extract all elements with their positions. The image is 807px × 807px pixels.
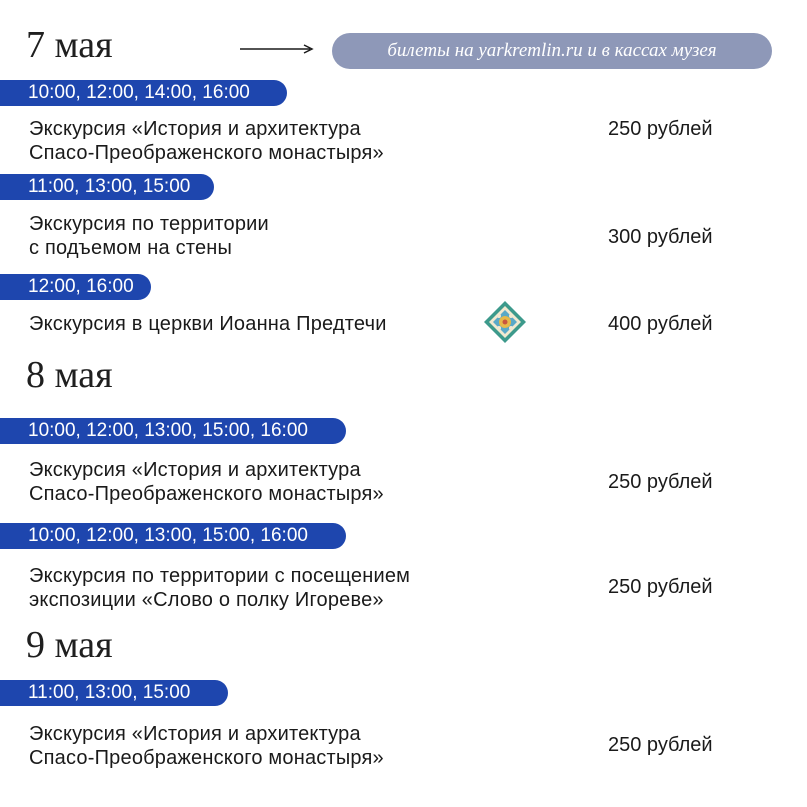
event-title: [29, 117, 384, 165]
event-title-line: с подъемом на стены: [29, 237, 233, 259]
event-price: 250 рублей: [608, 118, 713, 140]
date-heading-may-8: 8 мая: [26, 354, 113, 396]
event-price: 250 рублей: [608, 471, 713, 493]
time-slots-bar: 10:00, 12:00, 13:00, 15:00, 16:00: [0, 523, 346, 549]
time-slots-bar: 12:00, 16:00: [0, 274, 151, 300]
event-title-line: Экскурсия «История и архитектура: [29, 459, 361, 481]
date-heading-may-7: 7 мая: [26, 24, 113, 66]
arrow-right-icon: [240, 44, 314, 54]
event-title: [29, 212, 269, 260]
date-heading-may-9: 9 мая: [26, 624, 113, 666]
event-title: [29, 312, 387, 336]
event-price: 250 рублей: [608, 734, 713, 756]
event-title-line: Экскурсия по территории с посещением: [29, 565, 411, 587]
event-title-line: экспозиции «Слово о полку Игореве»: [29, 589, 384, 611]
event-title-line: Спасо-Преображенского монастыря»: [29, 747, 384, 769]
event-title-line: Экскурсия «История и архитектура: [29, 118, 361, 140]
event-title: [29, 564, 410, 612]
event-title: [29, 458, 384, 506]
event-title-line: Экскурсия в церкви Иоанна Предтечи: [29, 313, 387, 335]
tickets-info-badge: билеты на yarkremlin.ru и в кассах музея: [332, 33, 772, 69]
time-slots-bar: 11:00, 13:00, 15:00: [0, 680, 228, 706]
event-title-line: Экскурсия по территории: [29, 213, 269, 235]
event-title-line: Спасо-Преображенского монастыря»: [29, 142, 384, 164]
event-title-line: Спасо-Преображенского монастыря»: [29, 483, 384, 505]
event-price: 250 рублей: [608, 576, 713, 598]
event-price: 300 рублей: [608, 226, 713, 248]
event-price: 400 рублей: [608, 313, 713, 335]
time-slots-bar: 11:00, 13:00, 15:00: [0, 174, 214, 200]
time-slots-bar: 10:00, 12:00, 13:00, 15:00, 16:00: [0, 418, 346, 444]
event-title-line: Экскурсия «История и архитектура: [29, 723, 361, 745]
ornament-icon: [483, 300, 527, 344]
event-title: [29, 722, 384, 770]
time-slots-bar: 10:00, 12:00, 14:00, 16:00: [0, 80, 287, 106]
